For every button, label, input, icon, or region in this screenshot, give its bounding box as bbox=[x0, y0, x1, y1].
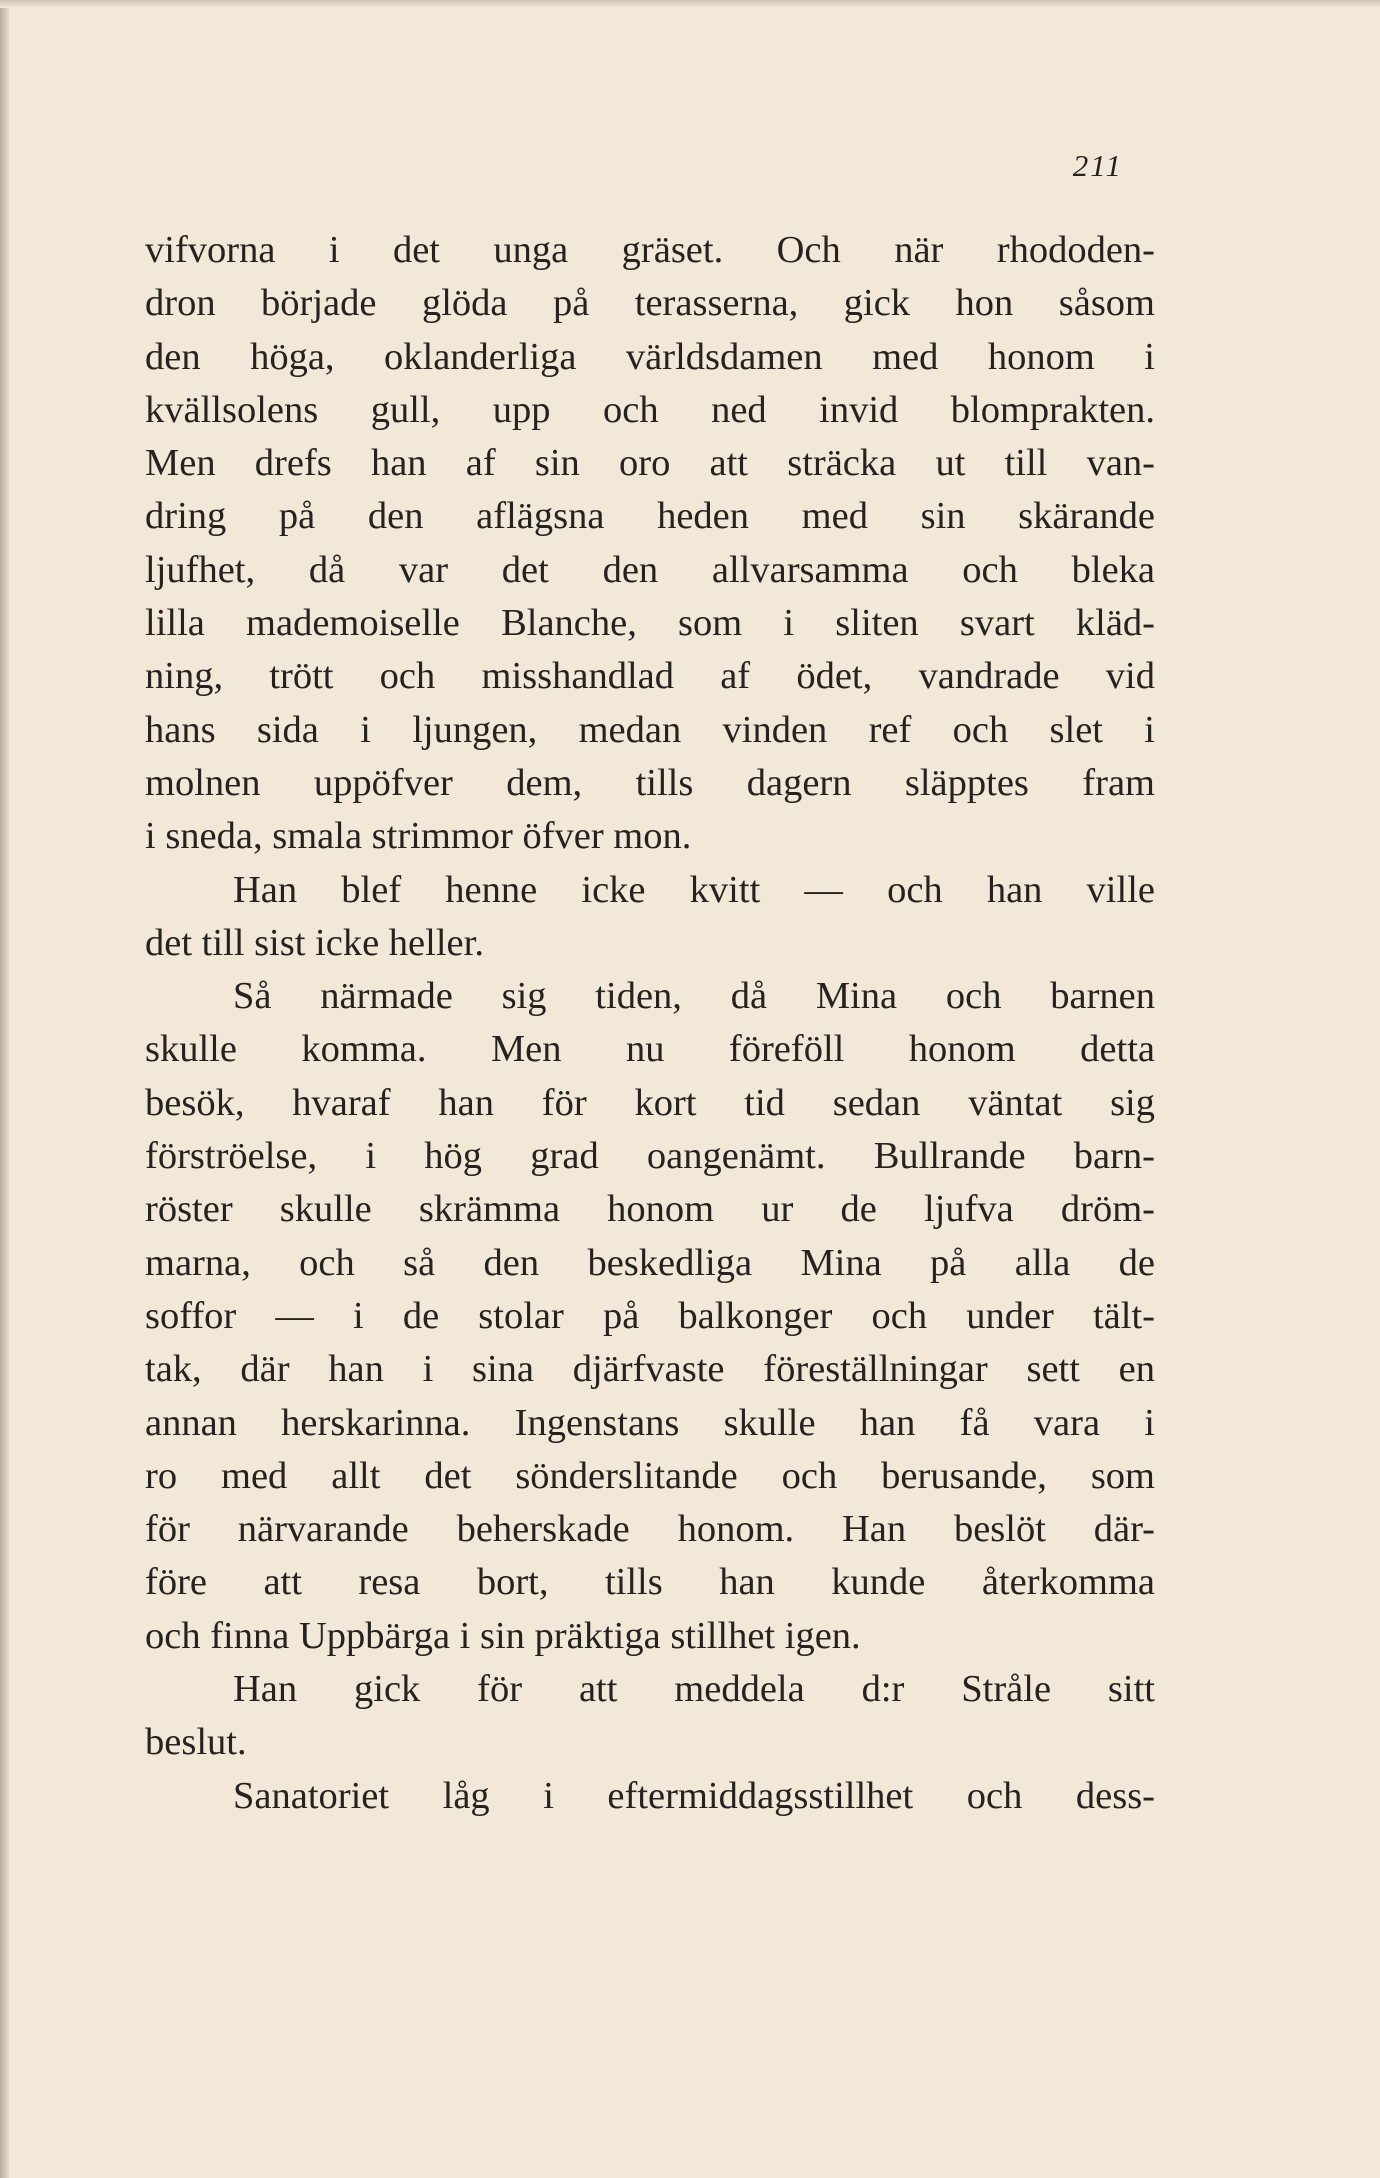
text-line: och finna Uppbärga i sin präktiga stillhet igen. bbox=[145, 1614, 861, 1657]
text-line: vifvorna i det unga gräset. Och när rhododen- bbox=[145, 229, 1155, 271]
text-line: beslut. bbox=[145, 1721, 247, 1764]
body-text bbox=[145, 224, 1155, 1823]
text-line: i sneda, smala strimmor öfver mon. bbox=[145, 815, 692, 858]
text-line: förströelse, i hög grad oangenämt. Bullrande barn- bbox=[145, 1135, 1155, 1178]
text-line: för närvarande beherskade honom. Han beslöt där- bbox=[145, 1508, 1155, 1551]
text-line: ro med allt det sönderslitande och berusande, som bbox=[145, 1454, 1155, 1497]
page-edge-left bbox=[0, 0, 9, 2178]
text-line: soffor — i de stolar på balkonger och under tält- bbox=[145, 1294, 1155, 1337]
text-line: lilla mademoiselle Blanche, som i sliten svart kläd- bbox=[145, 602, 1155, 645]
text-line: kvällsolens gull, upp och ned invid blomprakten. bbox=[145, 388, 1155, 431]
text-line: tak, där han i sina djärfvaste föreställningar sett en bbox=[145, 1348, 1155, 1391]
text-line: molnen uppöfver dem, tills dagern släpptes fram bbox=[145, 761, 1155, 804]
text-line: Sanatoriet låg i eftermiddagsstillhet och dess- bbox=[233, 1774, 1155, 1817]
text-line: dring på den aflägsna heden med sin skärande bbox=[145, 495, 1155, 538]
text-line: Så närmade sig tiden, då Mina och barnen bbox=[233, 975, 1155, 1018]
text-line: Han gick för att meddela d:r Stråle sitt bbox=[233, 1668, 1155, 1711]
text-line: hans sida i ljungen, medan vinden ref och slet i bbox=[145, 708, 1155, 751]
text-line: ning, trött och misshandlad af ödet, vandrade vid bbox=[145, 655, 1155, 698]
text-line: marna, och så den beskedliga Mina på alla de bbox=[145, 1241, 1155, 1284]
text-line: Men drefs han af sin oro att sträcka ut till van- bbox=[145, 442, 1155, 485]
text-line: Han blef henne icke kvitt — och han ville bbox=[233, 868, 1155, 911]
text-line: besök, hvaraf han för kort tid sedan väntat sig bbox=[145, 1081, 1155, 1124]
text-line: annan herskarinna. Ingenstans skulle han få vara i bbox=[145, 1401, 1155, 1444]
text-line: dron började glöda på terasserna, gick hon såsom bbox=[145, 282, 1155, 325]
text-line: skulle komma. Men nu föreföll honom detta bbox=[145, 1028, 1155, 1071]
text-line: det till sist icke heller. bbox=[145, 921, 484, 964]
text-line: röster skulle skrämma honom ur de ljufva dröm- bbox=[145, 1188, 1155, 1231]
page-edge-top bbox=[0, 0, 1380, 8]
text-line: ljufhet, då var det den allvarsamma och bleka bbox=[145, 548, 1155, 591]
text-line: den höga, oklanderliga världsdamen med honom i bbox=[145, 335, 1155, 378]
page-number: 211 bbox=[1072, 148, 1123, 183]
text-line: före att resa bort, tills han kunde återkomma bbox=[145, 1561, 1155, 1604]
